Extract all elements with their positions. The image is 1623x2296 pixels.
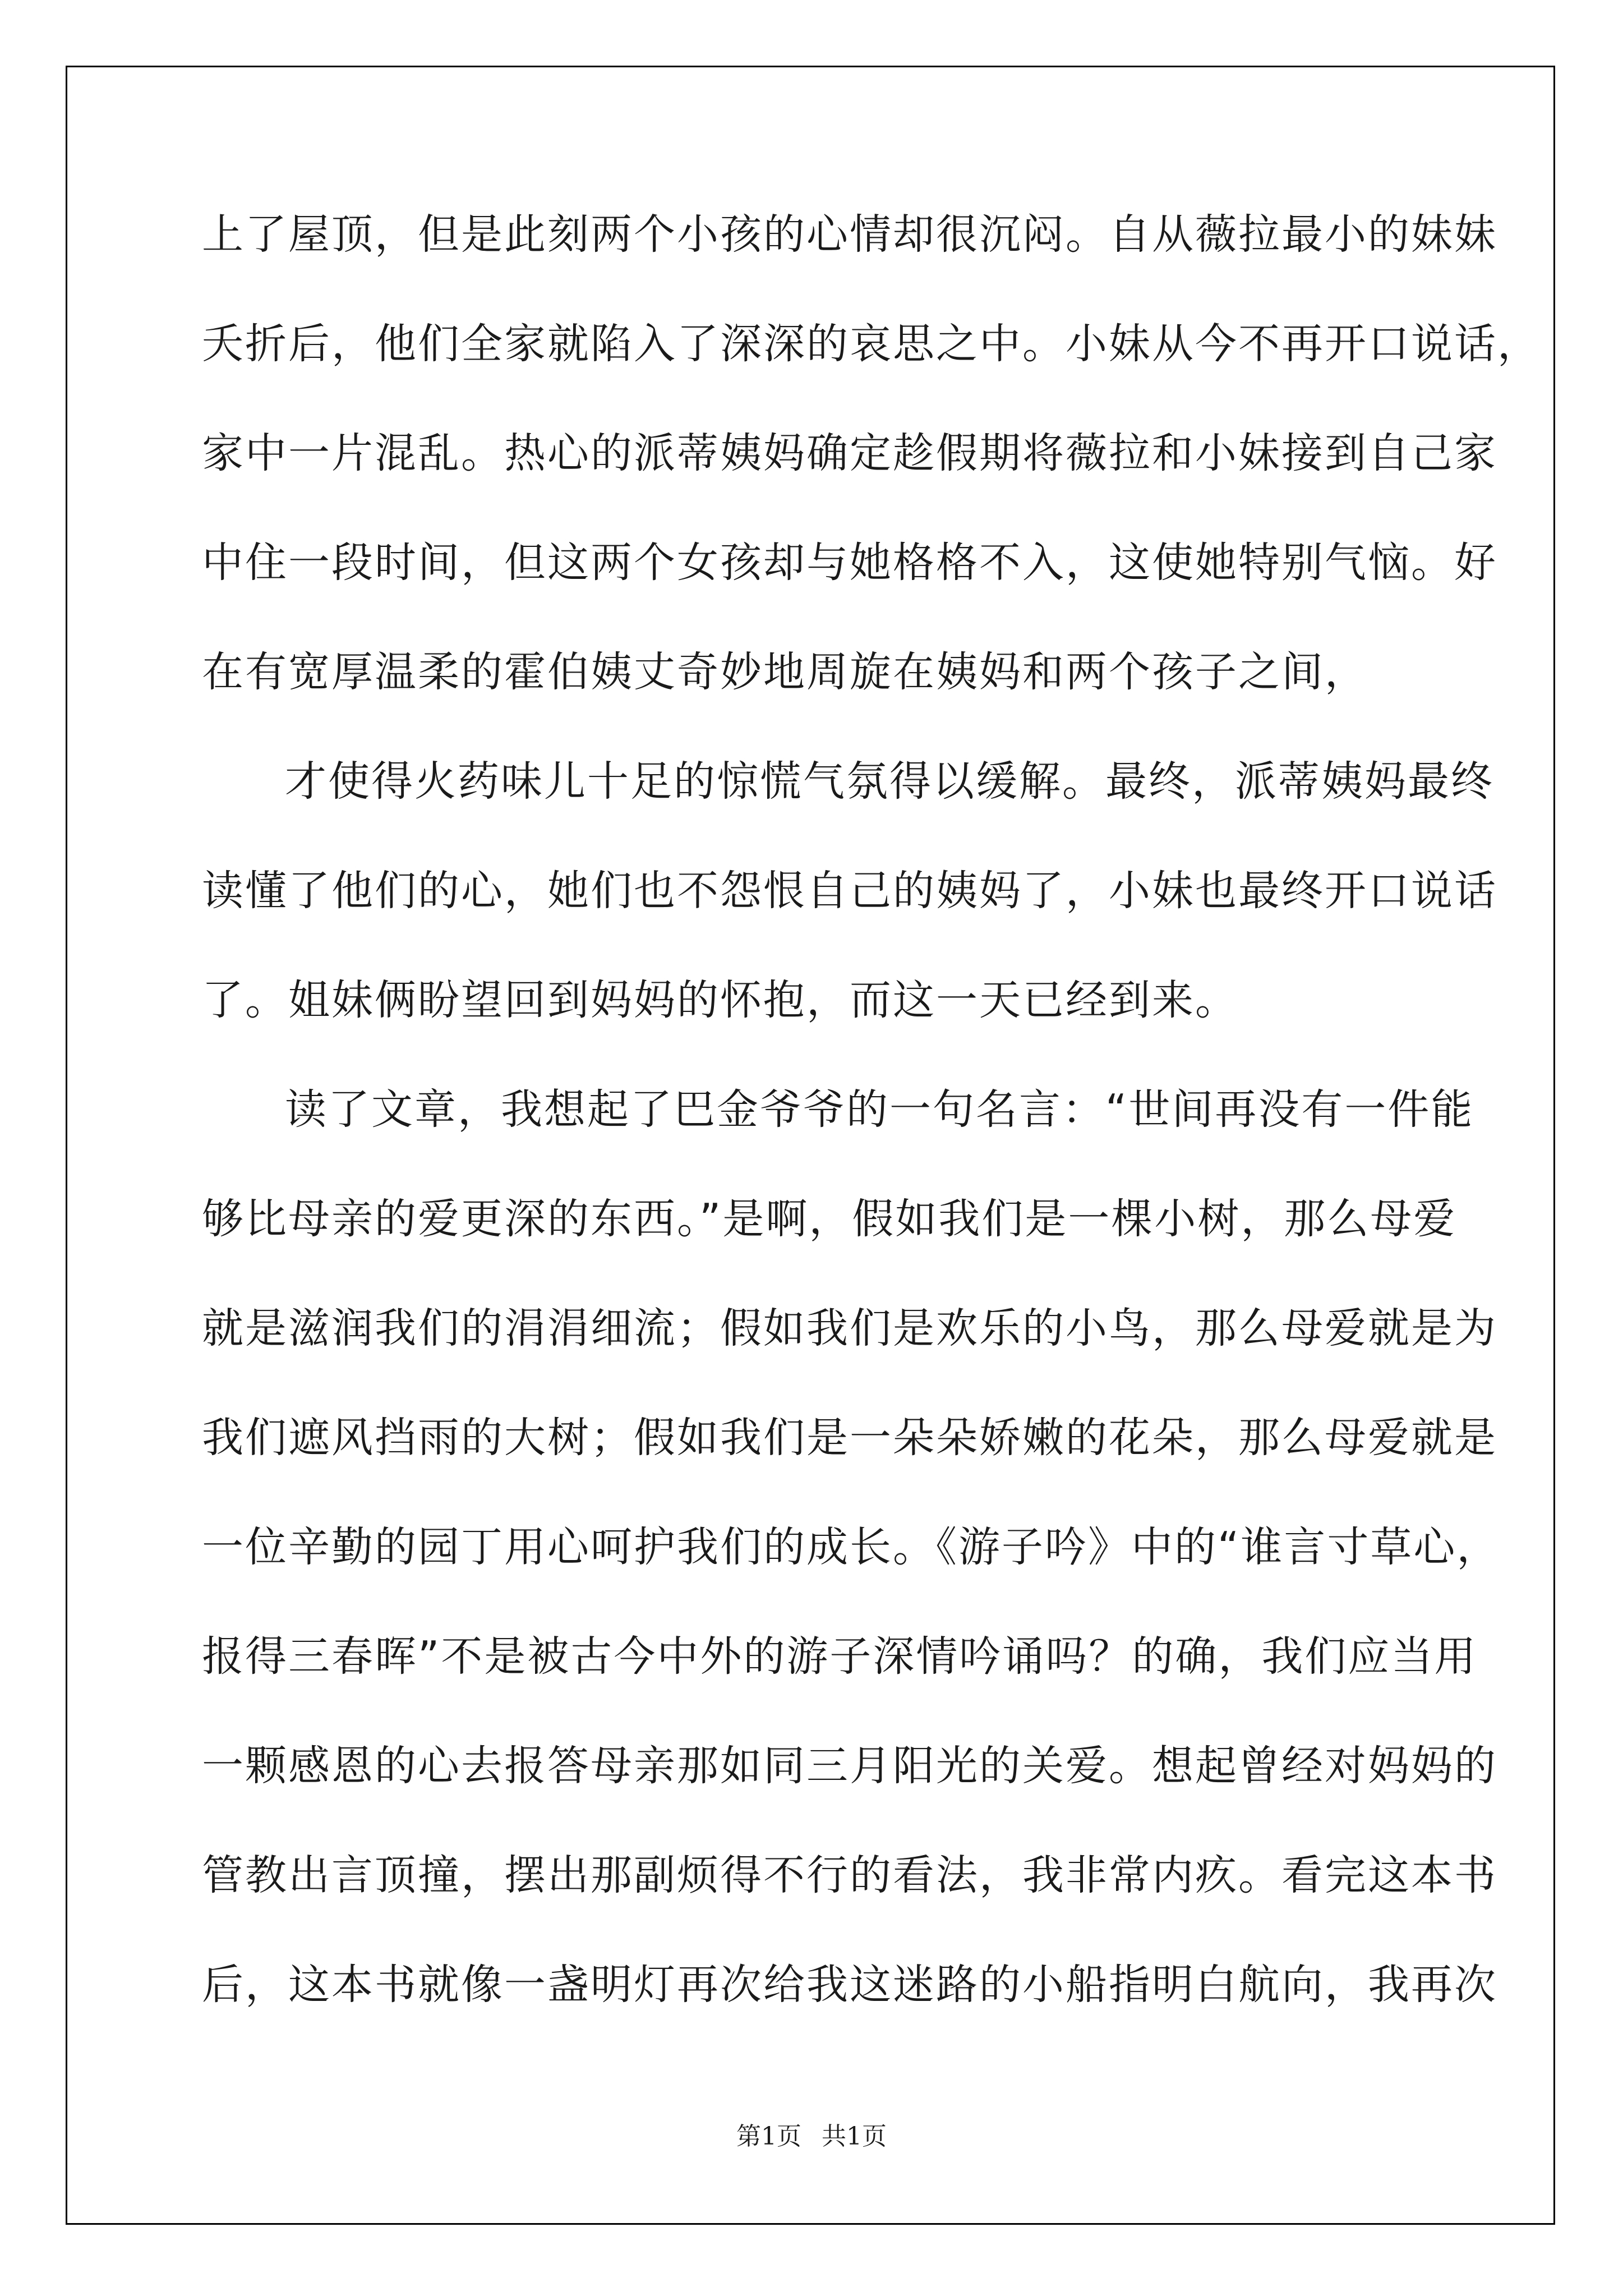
text-line: 在有宽厚温柔的霍伯姨丈奇妙地周旋在姨妈和两个孩子之间， [202,648,1368,696]
text-line: 够比母亲的爱更深的东西。”是啊，假如我们是一棵小树，那么母爱 [202,1195,1457,1243]
page-footer [0,2116,1623,2152]
text-line: 夭折后，他们全家就陷入了深深的哀思之中。小妹从今不再开口说话， [202,320,1541,368]
text-line: 才使得火药味儿十足的惊慌气氛得以缓解。最终，派蒂姨妈最终 [285,757,1494,806]
text-line: 管教出言顶撞，摆出那副烦得不行的看法，我非常内疚。看完这本书 [202,1851,1497,1899]
text-line: 一位辛勤的园丁用心呵护我们的成长。《游子吟》中的“谁言寸草心， [202,1523,1500,1571]
text-line: 就是滋润我们的涓涓细流；假如我们是欢乐的小鸟，那么母爱就是为 [202,1304,1497,1352]
text-line: 我们遮风挡雨的大树；假如我们是一朵朵娇嫩的花朵，那么母爱就是 [202,1414,1497,1462]
page-number: 第1页 [736,2122,801,2151]
text-line: 上了屋顶，但是此刻两个小孩的心情却很沉闷。自从薇拉最小的妹妹 [202,210,1497,259]
text-line: 中住一段时间，但这两个女孩却与她格格不入，这使她特别气恼。好 [202,539,1497,587]
text-line: 读了文章，我想起了巴金爷爷的一句名言：“世间再没有一件能 [285,1085,1474,1134]
text-line: 报得三春晖”不是被古今中外的游子深情吟诵吗？的确，我们应当用 [202,1632,1478,1681]
page-total: 共1页 [822,2122,887,2151]
text-line: 一颗感恩的心去报答母亲那如同三月阳光的关爱。想起曾经对妈妈的 [202,1742,1497,1790]
text-line: 后，这本书就像一盏明灯再次给我这迷路的小船指明白航向，我再次 [202,1961,1497,2009]
text-line: 家中一片混乱。热心的派蒂姨妈确定趁假期将薇拉和小妹接到自己家 [202,429,1497,477]
text-line: 读懂了他们的心，她们也不怨恨自己的姨妈了，小妹也最终开口说话 [202,867,1497,915]
text-line: 了。姐妹俩盼望回到妈妈的怀抱，而这一天已经到来。 [202,976,1238,1024]
